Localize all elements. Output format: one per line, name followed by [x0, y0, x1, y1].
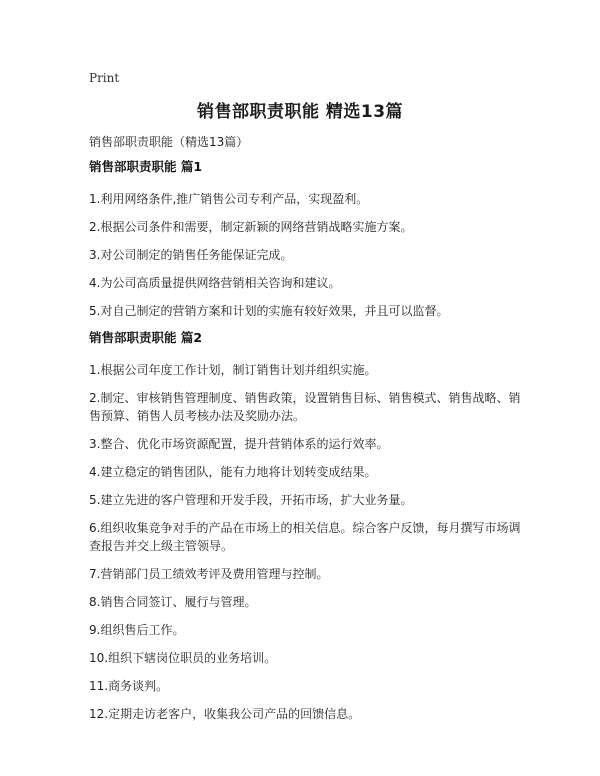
list-item: 3.整合、优化市场资源配置，提升营销体系的运行效率。 — [89, 437, 389, 451]
list-item: 4.为公司高质量提供网络营销相关咨询和建议。 — [89, 276, 341, 290]
list-item: 5.建立先进的客户管理和开发手段，开拓市场，扩大业务量。 — [89, 493, 413, 507]
list-item: 8.销售合同签订、履行与管理。 — [89, 595, 257, 609]
list-item: 4.建立稳定的销售团队，能有力地将计划转变成结果。 — [89, 465, 377, 479]
list-item: 12.定期走访老客户，收集我公司产品的回馈信息。 — [89, 707, 361, 721]
section-heading: 销售部职责职能 篇2 — [89, 330, 203, 345]
list-item: 11.商务谈判。 — [89, 679, 169, 693]
list-item: 6.组织收集竞争对手的产品在市场上的相关信息。综合客户反馈，每月撰写市场调查报告并交上级主管领导。 — [89, 521, 521, 553]
list-item: 9.组织售后工作。 — [89, 623, 185, 637]
list-item: 1.利用网络条件,推广销售公司专利产品，实现盈利。 — [89, 192, 369, 206]
list-item: 2.制定、审核销售管理制度、销售政策，设置销售目标、销售模式、销售战略、销售预算、销售人员考核办法及奖励办法。 — [89, 391, 521, 423]
list-item: 3.对公司制定的销售任务能保证完成。 — [89, 248, 293, 262]
document-title: 销售部职责职能 精选13篇 — [196, 102, 404, 122]
list-item: 7.营销部门员工绩效考评及费用管理与控制。 — [89, 567, 329, 581]
document-subtitle: 销售部职责职能（精选13篇） — [89, 135, 249, 149]
print-label: Print — [89, 71, 120, 85]
list-item: 1.根据公司年度工作计划，制订销售计划并组织实施。 — [89, 363, 377, 377]
list-item: 5.对自己制定的营销方案和计划的实施有较好效果，并且可以监督。 — [89, 304, 449, 318]
section-heading: 销售部职责职能 篇1 — [89, 159, 203, 174]
document-body — [89, 159, 529, 733]
section-2 — [89, 330, 529, 723]
list-item: 2.根据公司条件和需要，制定新颖的网络营销战略实施方案。 — [89, 220, 413, 234]
list-item: 10.组织下辖岗位职员的业务培训。 — [89, 651, 277, 665]
section-1 — [89, 159, 529, 320]
